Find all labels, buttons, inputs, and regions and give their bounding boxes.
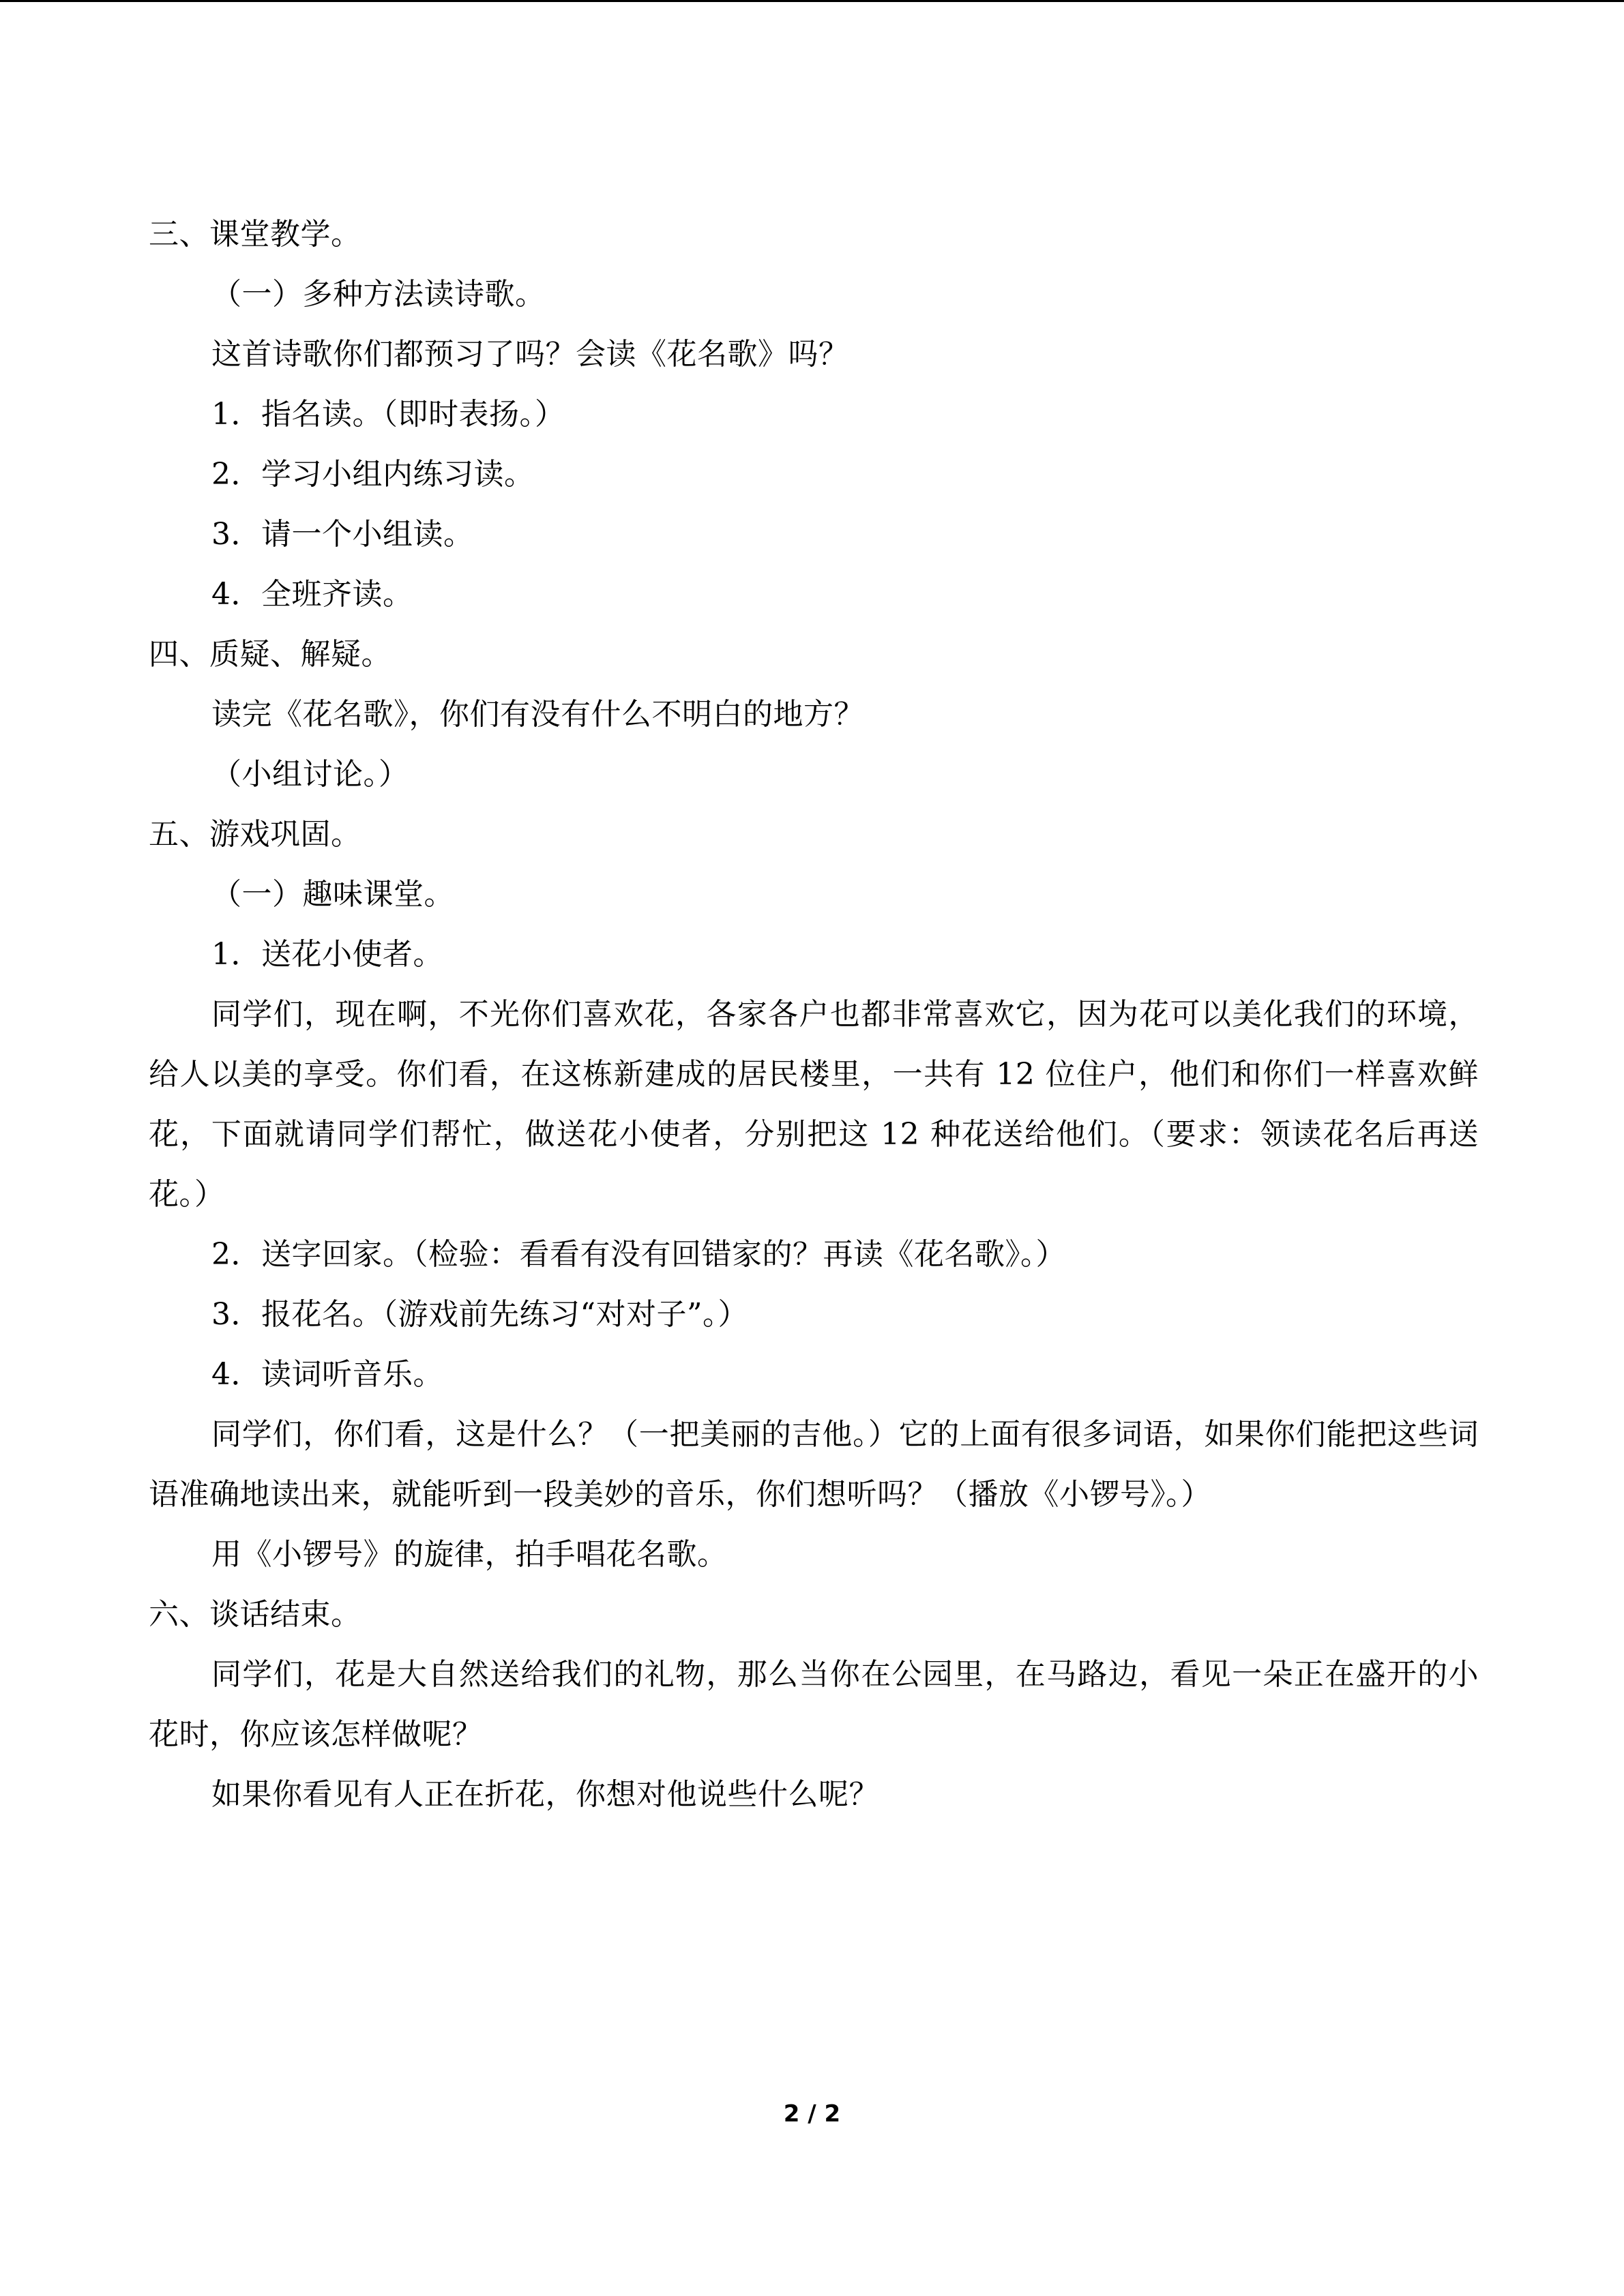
list-item: 2．学习小组内练习读。 — [211, 457, 535, 492]
list-item: 1．指名读。（即时表扬。） — [211, 397, 565, 432]
body-paragraph: 同学们，你们看，这是什么？（一把美丽的吉他。）它的上面有很多词语，如果你们能把这些词语准确地读出来，就能听到一段美妙的音乐，你们想听吗？（播放《小锣号》。） — [149, 1417, 1479, 1512]
body-line: 如果你看见有人正在折花，你想对他说些什么呢？ — [211, 1777, 879, 1812]
body-line: 用《小锣号》的旋律，拍手唱花名歌。 — [211, 1537, 728, 1572]
section-heading-6: 六、谈话结束。 — [149, 1597, 361, 1632]
page-top-border — [0, 0, 1624, 2]
document-body — [149, 205, 1479, 1825]
body-line: 读完《花名歌》，你们有没有什么不明白的地方？ — [211, 697, 864, 732]
list-item: 3．请一个小组读。 — [211, 517, 474, 552]
section-heading-4: 四、质疑、解疑。 — [149, 637, 392, 672]
list-item: 2．送字回家。（检验：看看有没有回错家的？再读《花名歌》。） — [211, 1237, 1066, 1272]
list-item: 1．送花小使者。 — [211, 937, 443, 972]
subsection-heading: （一）多种方法读诗歌。 — [211, 277, 546, 312]
page-number: 2 / 2 — [783, 2100, 841, 2128]
body-paragraph: 同学们，花是大自然送给我们的礼物，那么当你在公园里，在马路边，看见一朵正在盛开的小花时，你应该怎样做呢？ — [149, 1657, 1479, 1752]
body-line: （小组讨论。） — [211, 757, 409, 792]
body-line: 这首诗歌你们都预习了吗？会读《花名歌》吗？ — [211, 337, 849, 372]
list-item: 3．报花名。（游戏前先练习“对对子”。） — [211, 1297, 748, 1332]
list-item: 4．读词听音乐。 — [211, 1357, 443, 1392]
section-heading-5: 五、游戏巩固。 — [149, 817, 361, 852]
list-item: 4．全班齐读。 — [211, 577, 413, 612]
section-heading-3: 三、课堂教学。 — [149, 217, 361, 252]
body-paragraph: 同学们，现在啊，不光你们喜欢花，各家各户也都非常喜欢它，因为花可以美化我们的环境，给人以美的享受。你们看，在这栋新建成的居民楼里，一共有 12 位住户，他们和你们一样喜欢鲜花，下面就请同学们帮忙，做送花小使者，分别把这 12 种花送给他们。（要求：领读花名后再送花。） — [149, 997, 1479, 1212]
subsection-heading: （一）趣味课堂。 — [211, 877, 454, 912]
